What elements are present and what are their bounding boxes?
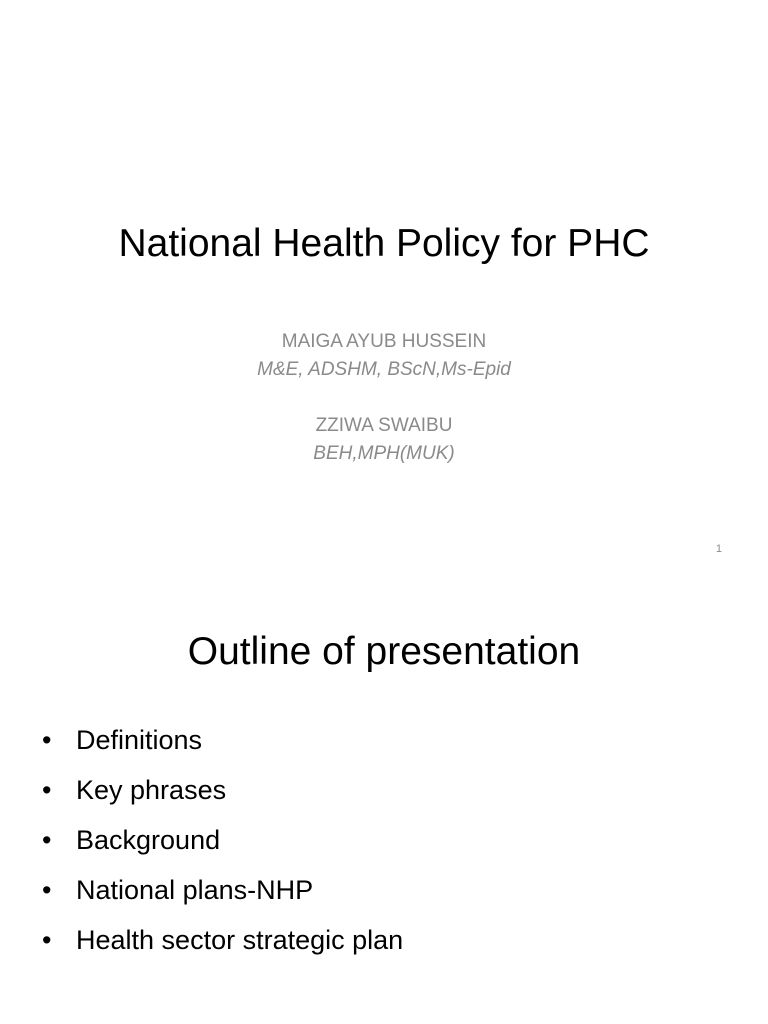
presenters-block xyxy=(0,328,768,468)
list-item-text: Definitions xyxy=(76,725,203,755)
bullet-icon: • xyxy=(42,825,52,855)
slide-title: National Health Policy for PHC xyxy=(118,222,650,265)
bullet-icon: • xyxy=(42,775,52,805)
presenter-credentials: BEH,MPH(MUK) xyxy=(313,443,455,464)
list-item xyxy=(42,815,403,865)
slide-2 xyxy=(0,576,768,1024)
list-item-text: National plans-NHP xyxy=(76,875,314,905)
list-item-text: Health sector strategic plan xyxy=(76,925,404,955)
list-item xyxy=(42,865,403,915)
list-item xyxy=(42,915,403,965)
slide-title: Outline of presentation xyxy=(187,630,581,673)
page-number: 1 xyxy=(715,543,722,555)
spacer xyxy=(0,384,768,412)
bullet-list xyxy=(42,715,403,965)
list-item xyxy=(42,715,403,765)
list-item-text: Key phrases xyxy=(76,775,227,805)
presenter-name: ZZIWA SWAIBU xyxy=(315,415,453,436)
bullet-icon: • xyxy=(42,725,52,755)
presenter-credentials: M&E, ADSHM, BScN,Ms-Epid xyxy=(257,359,511,380)
bullet-icon: • xyxy=(42,925,52,955)
list-item-text: Background xyxy=(76,825,221,855)
list-item xyxy=(42,765,403,815)
presenter-name: MAIGA AYUB HUSSEIN xyxy=(281,331,487,352)
bullet-icon: • xyxy=(42,875,52,905)
